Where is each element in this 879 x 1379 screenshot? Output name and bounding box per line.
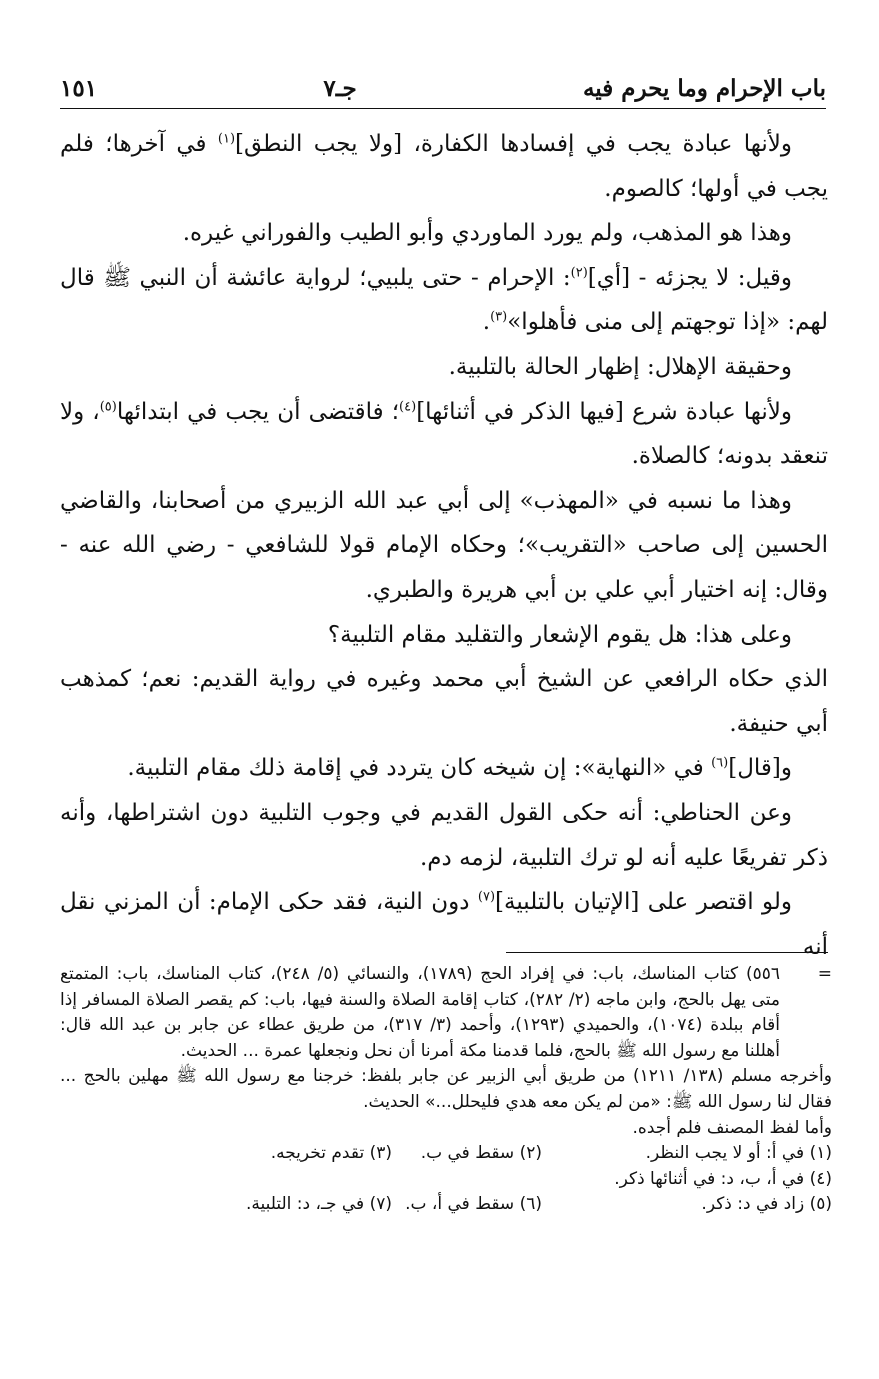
text-run: وقيل: لا يجزئه - [أي] bbox=[587, 264, 792, 291]
main-text bbox=[60, 122, 828, 969]
text-run: و[قال] bbox=[728, 755, 792, 782]
paragraph bbox=[60, 746, 828, 791]
footnote-marker: (٢) bbox=[570, 265, 588, 281]
footnote-row bbox=[60, 1192, 832, 1218]
paragraph: وهذا ما نسبه في «المهذب» إلى أبي عبد الله الزبيري من أصحابنا، والقاضي الحسين إلى صاحب «التقريب»؛ وحكاه الإمام قولا للشافعي - رضي الله عنه - وقال: إنه اختيار أبي علي بن أبي هريرة والطبري. bbox=[60, 487, 828, 603]
text-run: ولو اقتصر على [الإتيان بالتلبية] bbox=[495, 889, 792, 916]
footnote-marker: (٥) bbox=[99, 398, 117, 414]
footnote-separator bbox=[506, 952, 828, 953]
text-run: في «النهاية»: إن شيخه كان يتردد في إقامة ذلك مقام التلبية. bbox=[127, 755, 712, 782]
paragraph: وعن الحناطي: أنه حكى القول القديم في وجوب التلبية دون اشتراطها، وأنه ذكر تفريعًا عليه أنه لو ترك التلبية، لزمه دم. bbox=[60, 799, 828, 871]
paragraph bbox=[60, 256, 828, 345]
text-run: . bbox=[482, 309, 491, 336]
footnote-1: (١) في أ: أو لا يجب النظر. bbox=[645, 1143, 832, 1164]
footnote-row bbox=[60, 1141, 832, 1167]
footnote-marker: (٧) bbox=[477, 889, 496, 905]
footnote-marker: (٦) bbox=[711, 755, 729, 771]
paragraph: الذي حكاه الرافعي عن الشيخ أبي محمد وغيره في رواية القديم: نعم؛ كمذهب أبي حنيفة. bbox=[60, 666, 828, 737]
footnote-continuation bbox=[60, 962, 832, 1064]
text-run: ولأنها عبادة يجب في إفسادها الكفارة، [ولا يجب النطق] bbox=[235, 131, 792, 157]
paragraph bbox=[60, 880, 828, 969]
footnote-marker: (١) bbox=[217, 131, 236, 147]
continuation-marker: = bbox=[817, 964, 832, 984]
footnote-continuation: وأخرجه مسلم (١٣٨/ ١٢١١) من طريق أبي الزبير عن جابر بلفظ: خرجنا مع رسول الله ﷺ مهلين بالحج ... فقال لنا رسول الله ﷺ: «من لم يكن معه هدي فليحلل...» الحديث. bbox=[60, 1066, 832, 1112]
footnote-6: (٦) سقط في أ، ب. bbox=[405, 1194, 542, 1215]
chapter-title: باب الإحرام وما يحرم فيه bbox=[582, 75, 826, 102]
text-run: ؛ فاقتضى أن يجب في ابتدائها bbox=[116, 398, 400, 425]
footnote-row bbox=[60, 1167, 832, 1193]
text-run: ولأنها عبادة شرع [فيها الذكر في أثنائها] bbox=[416, 398, 792, 425]
text-run: دون النية، فقد حكى الإمام: أن المزني نقل أنه bbox=[60, 889, 828, 960]
paragraph: وعلى هذا: هل يقوم الإشعار والتقليد مقام التلبية؟ bbox=[327, 621, 792, 648]
footnote-marker: (٤) bbox=[399, 398, 417, 414]
footnote-7: (٧) في جـ، د: التلبية. bbox=[245, 1194, 392, 1215]
text-run: ، ولا تنعقد بدونه؛ كالصلاة. bbox=[60, 398, 828, 470]
footnote-4: (٤) في أ، ب، د: في أثنائها ذكر. bbox=[614, 1168, 832, 1189]
footnotes bbox=[60, 962, 832, 1218]
text-run: : الإحرام - حتى يلبيي؛ لرواية عائشة أن النبي ﷺ قال لهم: «إذا توجهتم إلى منى فأهلوا» bbox=[60, 264, 828, 336]
footnote-marker: (٣) bbox=[490, 309, 508, 325]
paragraph bbox=[60, 122, 828, 211]
page-number: ١٥١ bbox=[60, 75, 98, 102]
volume-number: جـ٧ bbox=[323, 75, 357, 102]
paragraph bbox=[60, 390, 828, 479]
page-header bbox=[60, 62, 826, 109]
footnote-text: ٥٥٦) كتاب المناسك، باب: في إفراد الحج (١٧٨٩)، والنسائي (٥/ ٢٤٨)، كتاب المناسك، باب: المتمتع متى يهل بالحج، وابن ماجه (٢/ ٢٨٢)، كتاب إقامة الصلاة والسنة فيها، باب: كم يقصر الصلاة المسافر إذا أقام ببلدة (١٠٧٤)، والحميدي (١٢٩٣)، وأحمد (٣/ ٣١٧)، من طريق عطاء عن جابر بن عبد الله قال: أهللنا مع رسول الله ﷺ بالحج، فلما قدمنا مكة أمرنا أن نحل ونجعلها عمرة ... الحديث. bbox=[60, 964, 780, 1061]
footnote-continuation: وأما لفظ المصنف فلم أجده. bbox=[632, 1117, 832, 1138]
paragraph: وحقيقة الإهلال: إظهار الحالة بالتلبية. bbox=[448, 353, 792, 380]
footnote-3: (٣) تقدم تخريجه. bbox=[270, 1143, 392, 1164]
footnote-2: (٢) سقط في ب. bbox=[420, 1143, 542, 1164]
text-run: في آخرها؛ فلم يجب في أولها؛ كالصوم. bbox=[60, 131, 828, 202]
paragraph: وهذا هو المذهب، ولم يورد الماوردي وأبو الطيب والفوراني غيره. bbox=[182, 220, 792, 247]
footnote-5: (٥) زاد في د: ذكر. bbox=[701, 1194, 832, 1215]
